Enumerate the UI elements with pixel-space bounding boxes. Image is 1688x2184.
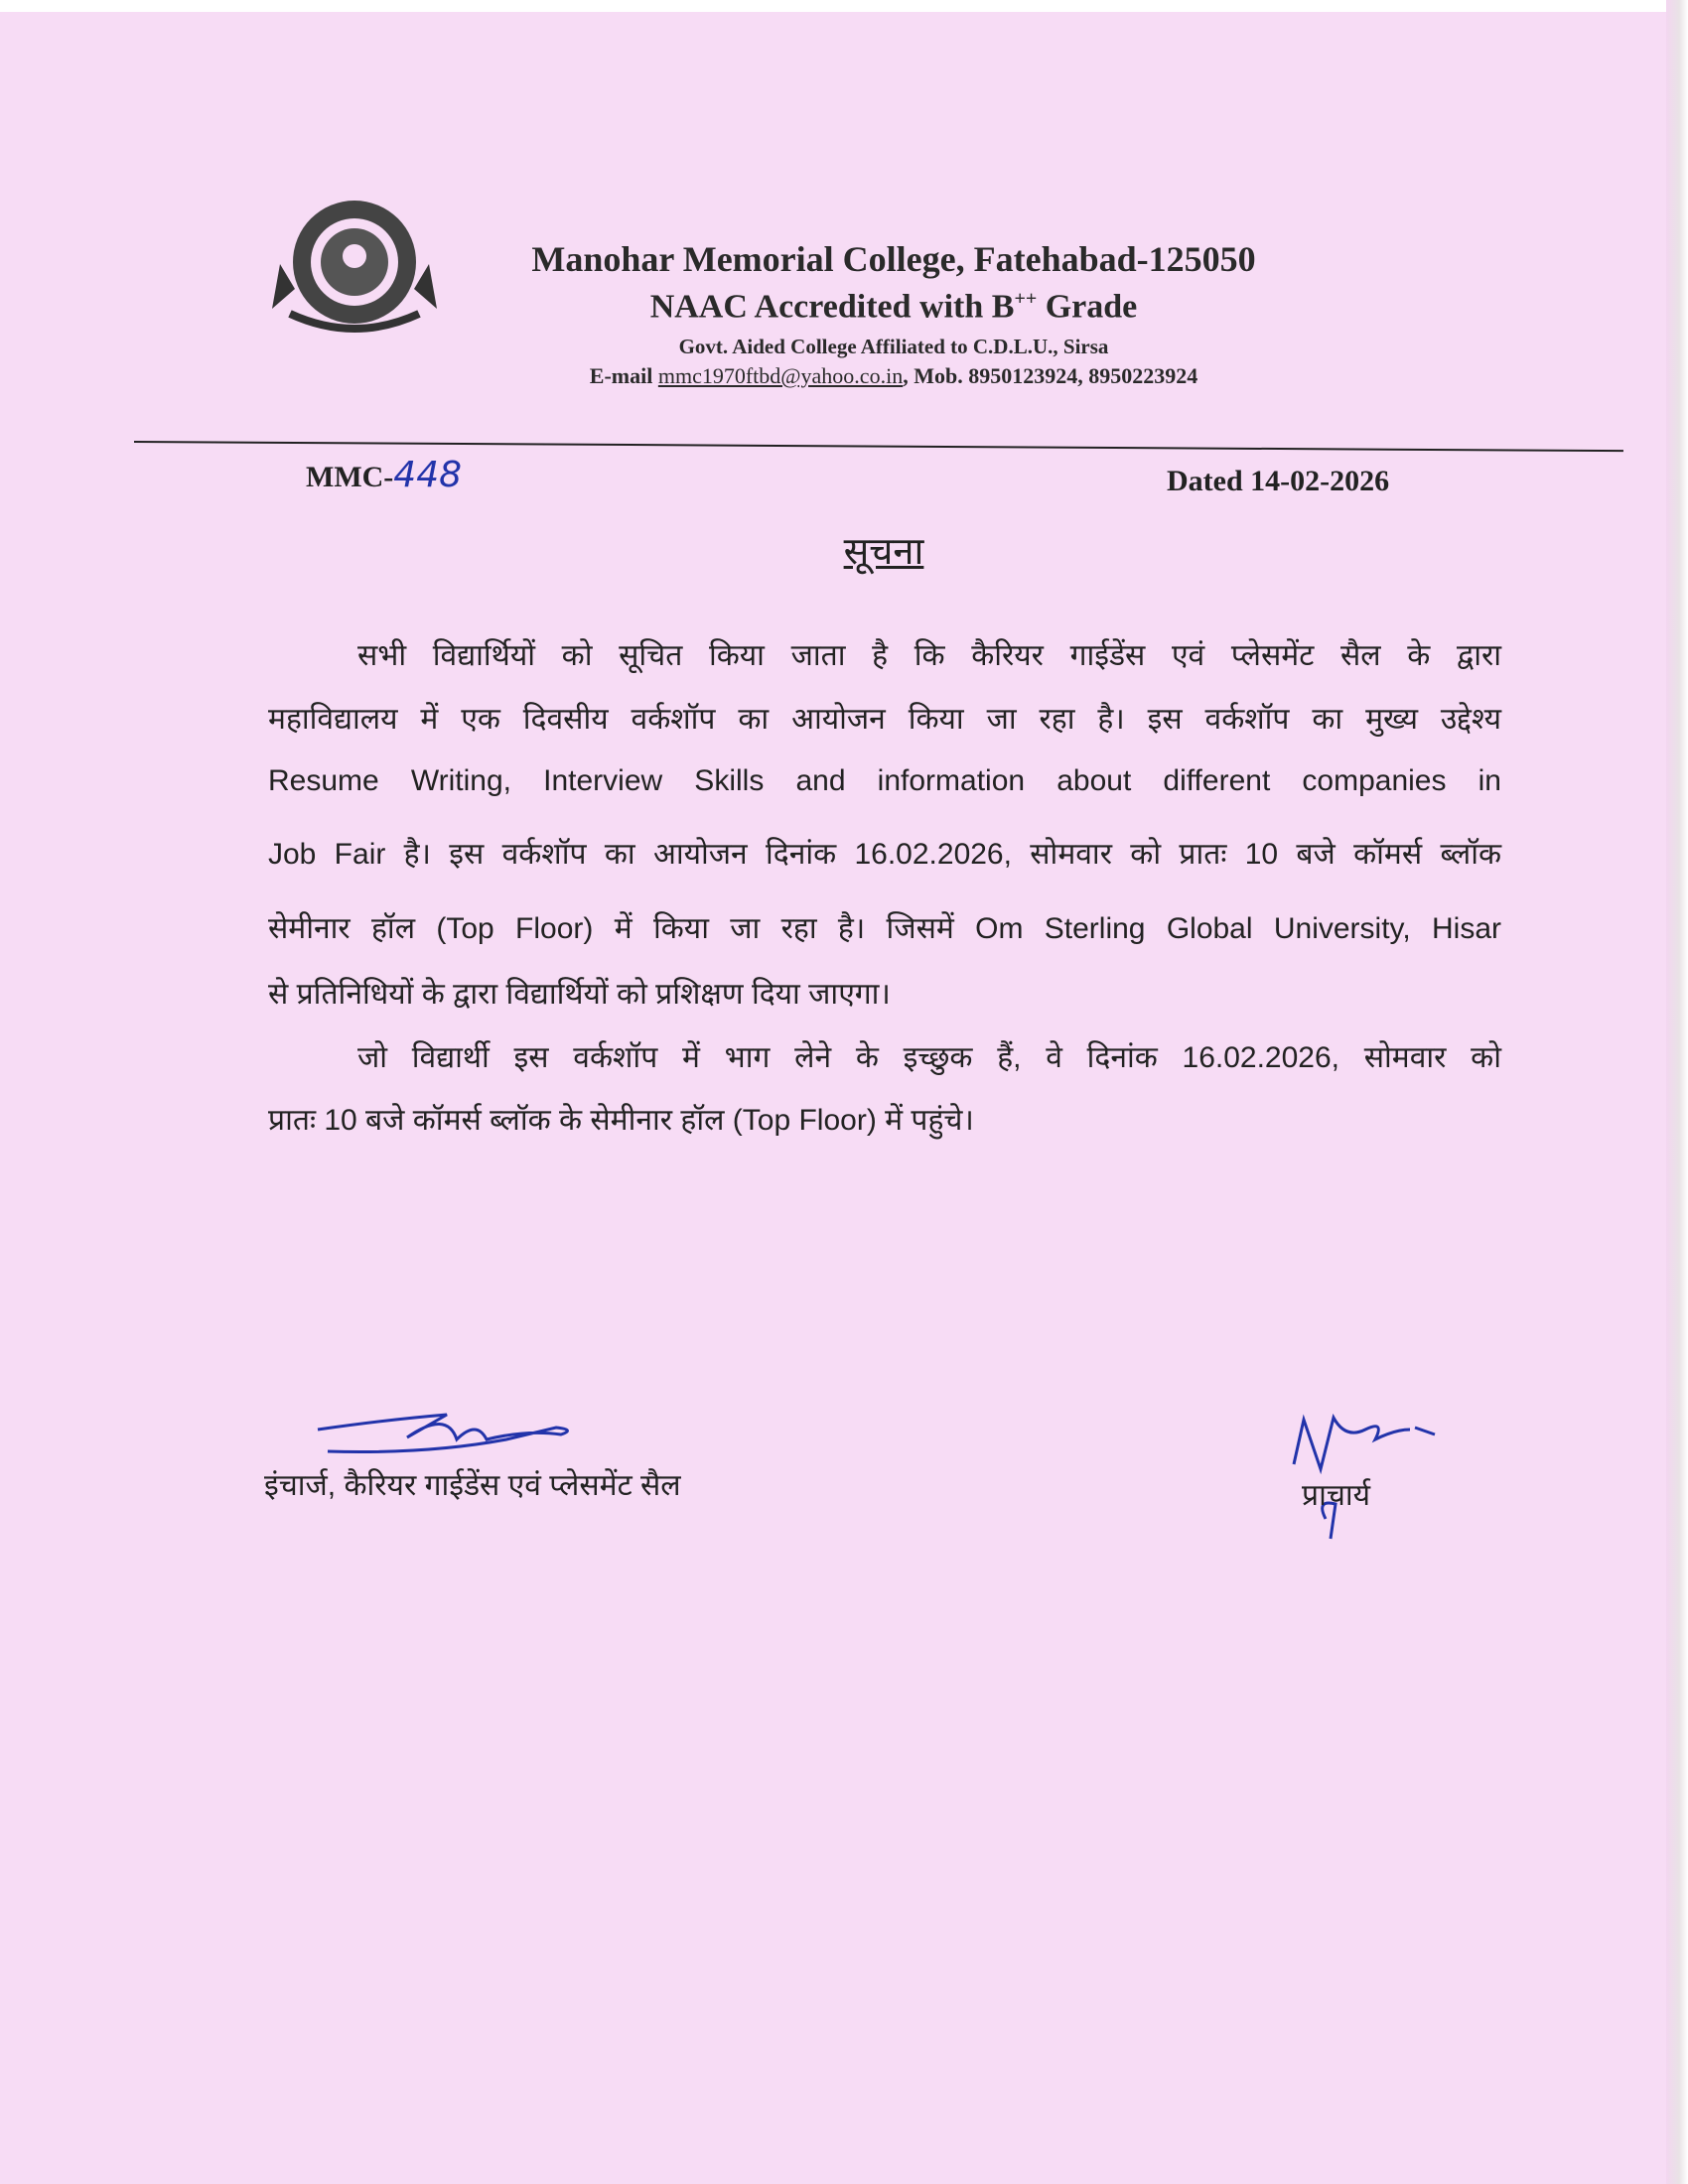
- reference-number: [306, 455, 462, 495]
- principal-designation: प्राचार्य: [1302, 1479, 1371, 1512]
- body-line: जो विद्यार्थी इस वर्कशॉप में भाग लेने के इच्छुक हैं, वे दिनांक 16.02.2026, सोमवार को: [357, 1041, 1501, 1074]
- accreditation-suffix: Grade: [1037, 288, 1138, 326]
- body-line: सेमीनार हॉल (Top Floor) में किया जा रहा है। जिसमें Om Sterling Global University, Hisar: [268, 912, 1501, 945]
- reference-handwritten-number: 448: [393, 455, 463, 495]
- body-line: सभी विद्यार्थियों को सूचित किया जाता है कि कैरियर गाईडेंस एवं प्लेसमेंट सैल के द्वारा: [357, 639, 1501, 672]
- body-line: प्रातः 10 बजे कॉमर्स ब्लॉक के सेमीनार हॉल (Top Floor) में पहुंचे।: [268, 1104, 974, 1137]
- scan-right-edge: [1666, 0, 1688, 2184]
- mobile-numbers: , Mob. 8950123924, 8950223924: [903, 363, 1198, 388]
- incharge-designation: इंचार्ज, कैरियर गाईडेंस एवं प्लेसमेंट सैल: [264, 1469, 681, 1502]
- notice-date: Dated 14-02-2026: [1167, 465, 1390, 497]
- contact-line: [477, 363, 1311, 389]
- email-link[interactable]: mmc1970ftbd@yahoo.co.in: [657, 363, 904, 388]
- grade-sup: ++: [1014, 288, 1038, 310]
- reference-prefix: MMC-: [306, 461, 394, 493]
- body-line: से प्रतिनिधियों के द्वारा विद्यार्थियों को प्रशिक्षण दिया जाएगा।: [268, 978, 891, 1011]
- body-line: महाविद्यालय में एक दिवसीय वर्कशॉप का आयोजन किया जा रहा है। इस वर्कशॉप का मुख्य उद्देश्य: [268, 703, 1501, 736]
- header-divider: [134, 441, 1623, 452]
- college-name: Manohar Memorial College, Fatehabad-125050: [531, 239, 1256, 279]
- incharge-signature: [308, 1400, 576, 1469]
- accreditation-text: NAAC Accredited with B: [649, 288, 1015, 326]
- college-logo-seal: [270, 195, 439, 343]
- affiliation: Govt. Aided College Affiliated to C.D.L.U., Sirsa: [678, 335, 1109, 358]
- accreditation: [477, 288, 1311, 326]
- notice-title: सूचना: [843, 531, 924, 573]
- body-line: Resume Writing, Interview Skills and information about different companies in: [268, 764, 1501, 797]
- email-label: E-mail: [589, 363, 658, 388]
- scan-top-edge: [0, 0, 1688, 12]
- body-line: Job Fair है। इस वर्कशॉप का आयोजन दिनांक 16.02.2026, सोमवार को प्रातः 10 बजे कॉमर्स ब्लॉक: [268, 838, 1501, 871]
